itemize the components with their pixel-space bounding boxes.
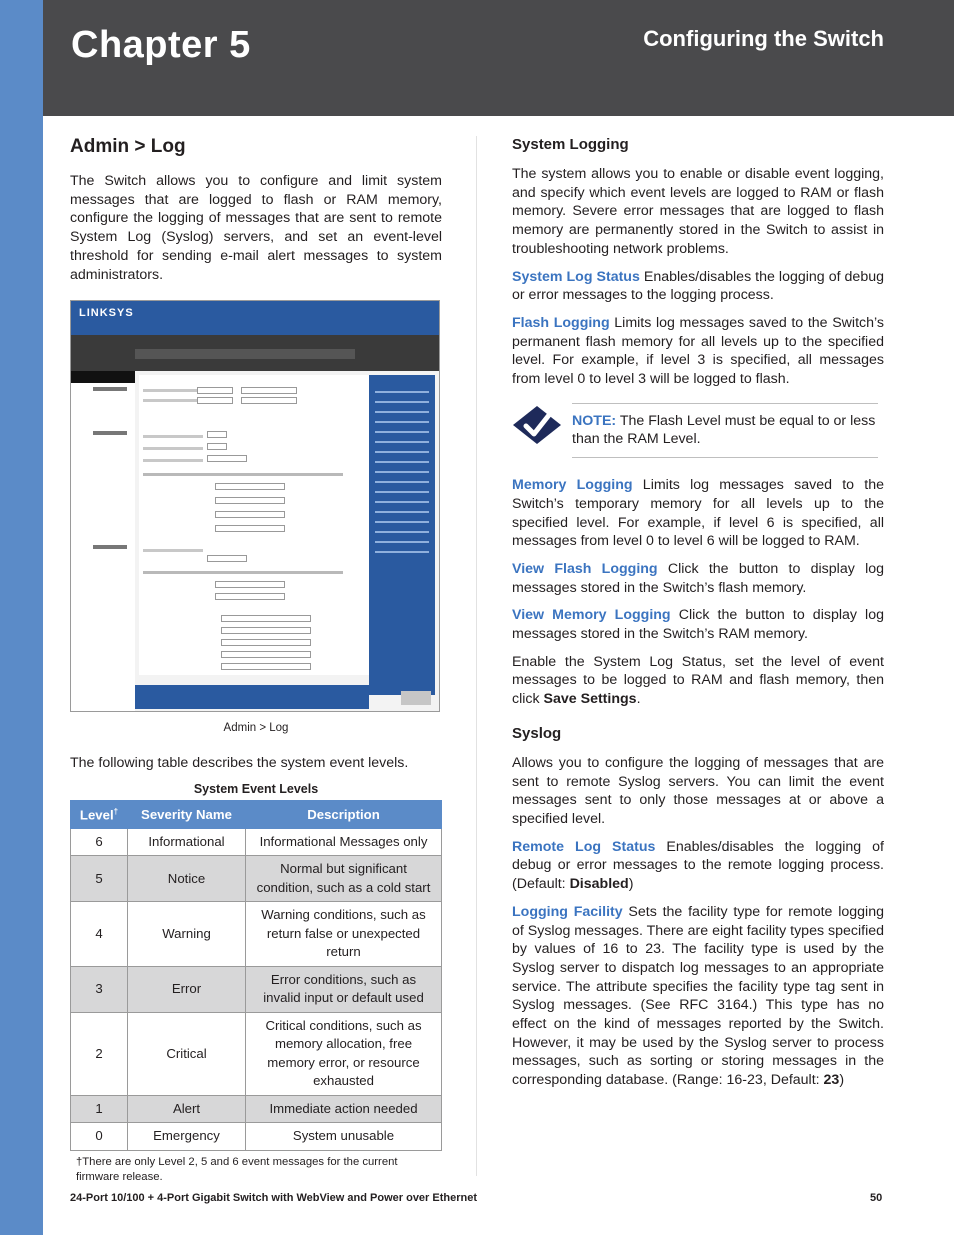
screenshot-input bbox=[215, 511, 285, 518]
table-row bbox=[71, 828, 442, 856]
screenshot-row bbox=[143, 435, 203, 438]
screenshot-tabs bbox=[135, 349, 355, 359]
logging-facility-term: Logging Facility bbox=[512, 903, 623, 920]
note-box bbox=[512, 403, 884, 458]
screenshot-input bbox=[221, 639, 311, 646]
screenshot-help-text bbox=[375, 541, 429, 543]
table-header-row bbox=[71, 800, 442, 828]
admin-log-screenshot bbox=[70, 300, 440, 712]
view-flash-logging-term: View Flash Logging bbox=[512, 560, 658, 577]
screenshot-sidebar bbox=[71, 371, 135, 711]
description-cell: Informational Messages only bbox=[246, 828, 442, 856]
screenshot-table-header bbox=[143, 571, 343, 574]
linksys-logo: LINKSYS bbox=[79, 307, 134, 320]
view-flash-logging-paragraph: View Flash Logging Click the button to display log messages stored in the Switch’s flash memory. bbox=[512, 560, 884, 596]
view-memory-logging-paragraph: View Memory Logging Click the button to display log messages stored in the Switch’s RAM memory. bbox=[512, 607, 884, 643]
syslog-heading: Syslog bbox=[512, 724, 562, 742]
left-accent-bar bbox=[0, 0, 43, 1235]
page-header bbox=[43, 0, 954, 116]
left-column bbox=[70, 136, 442, 1185]
column-divider bbox=[476, 136, 477, 1176]
screenshot-label-syslog bbox=[93, 431, 127, 435]
flash-logging-term: Flash Logging bbox=[512, 314, 610, 331]
intro-paragraph: The Switch allows you to configure and limit system messages that are logged to flash or RAM memory, configure the logging of messages that are sent to remote System Log (Syslog) servers, and set an event-level threshold for sending e-mail alert messages to system administrators. bbox=[70, 173, 442, 283]
level-cell: 2 bbox=[71, 1012, 128, 1095]
note-text: NOTE: The Flash Level must be equal to or less than the RAM Level. bbox=[572, 403, 878, 458]
footer-product: 24-Port 10/100 + 4-Port Gigabit Switch with WebView and Power over Ethernet bbox=[70, 1192, 478, 1204]
memory-logging-paragraph: Memory Logging Limits log messages saved to the Switch’s temporary memory for all levels up to the specified level. For example, if level 6 is specified, all messages from level 0 to level 6 will be logged to RAM. bbox=[512, 477, 884, 550]
screenshot-log-tab bbox=[71, 371, 135, 383]
logging-facility-paragraph: Logging Facility Sets the facility type for remote logging of Syslog messages. There are eight facility types specified by values of 16 to 23. The facility type is used by the Syslog server to dispatch log messages to an appropriate service. The attribute specifies the facility type tag sent in Syslog messages. (See RFC 3164.) This type has no effect on the kind of messages reported by the Switch. However, it may be used by the Syslog server to process messages, such as sorting or storing messages in the corresponding database. (Range: 16-23, Default: 23) bbox=[512, 903, 884, 1089]
syslog-intro: Allows you to configure the logging of messages that are sent to remote Syslog servers. You can limit the event messages sent to only those messages at or above a specified level. bbox=[512, 754, 884, 827]
header-level: Level† bbox=[71, 800, 128, 828]
screenshot-input bbox=[197, 397, 233, 404]
checkmark-note-icon bbox=[512, 405, 562, 445]
screenshot-help-text bbox=[375, 471, 429, 473]
screenshot-input bbox=[221, 615, 311, 622]
table-row bbox=[71, 1012, 442, 1095]
description-cell: System unusable bbox=[246, 1123, 442, 1151]
screenshot-table-header bbox=[143, 473, 343, 476]
screenshot-button bbox=[241, 387, 297, 394]
header-description: Description bbox=[246, 800, 442, 828]
screenshot-help-text bbox=[375, 411, 429, 413]
severity-cell: Warning bbox=[128, 902, 246, 967]
severity-cell: Alert bbox=[128, 1095, 246, 1123]
table-row bbox=[71, 966, 442, 1012]
cisco-logo-icon bbox=[401, 691, 431, 705]
screenshot-help-text bbox=[375, 481, 429, 483]
screenshot-input bbox=[215, 593, 285, 600]
table-row bbox=[71, 856, 442, 902]
screenshot-button bbox=[241, 397, 297, 404]
level-cell: 5 bbox=[71, 856, 128, 902]
severity-cell: Informational bbox=[128, 828, 246, 856]
table-row bbox=[71, 1095, 442, 1123]
screenshot-help-text bbox=[375, 461, 429, 463]
description-cell: Warning conditions, such as return false or unexpected return bbox=[246, 902, 442, 967]
severity-cell: Error bbox=[128, 966, 246, 1012]
screenshot-help-text bbox=[375, 551, 429, 553]
screenshot-row bbox=[143, 399, 203, 402]
system-event-levels-table bbox=[70, 800, 442, 1151]
screenshot-help-text bbox=[375, 401, 429, 403]
screenshot-input bbox=[215, 525, 285, 532]
system-log-status-paragraph: System Log Status Enables/disables the logging of debug or error messages to the logging process. bbox=[512, 268, 884, 304]
screenshot-label-system-logging bbox=[93, 387, 127, 391]
right-column bbox=[512, 136, 884, 1099]
screenshot-help-text bbox=[375, 521, 429, 523]
screenshot-row bbox=[143, 389, 203, 392]
system-logging-heading: System Logging bbox=[512, 136, 629, 153]
level-cell: 3 bbox=[71, 966, 128, 1012]
table-intro: The following table describes the system event levels. bbox=[70, 755, 409, 772]
description-cell: Error conditions, such as invalid input or default used bbox=[246, 966, 442, 1012]
screenshot-help-text bbox=[375, 421, 429, 423]
level-cell: 4 bbox=[71, 902, 128, 967]
level-cell: 0 bbox=[71, 1123, 128, 1151]
severity-cell: Emergency bbox=[128, 1123, 246, 1151]
remote-log-status-paragraph: Remote Log Status Enables/disables the logging of debug or error messages to the remote logging process. (Default: Disabled) bbox=[512, 838, 884, 893]
table-title: System Event Levels bbox=[193, 781, 319, 796]
screenshot-input bbox=[215, 581, 285, 588]
screenshot-label-smtp bbox=[93, 545, 127, 549]
description-cell: Normal but significant condition, such as a cold start bbox=[246, 856, 442, 902]
page-number: 50 bbox=[870, 1192, 883, 1204]
note-label: NOTE: bbox=[572, 412, 617, 429]
view-memory-logging-term: View Memory Logging bbox=[512, 607, 671, 624]
screenshot-help-text bbox=[375, 511, 429, 513]
screenshot-input bbox=[207, 455, 247, 462]
screenshot-input bbox=[221, 663, 311, 670]
screenshot-input bbox=[207, 555, 247, 562]
section-title: Configuring the Switch bbox=[643, 26, 884, 51]
flash-logging-paragraph: Flash Logging Limits log messages saved to the Switch’s permanent flash memory for all levels up to the specified level. For example, if level 3 is specified, all messages from level 0 to level 3 will be logged to flash. bbox=[512, 314, 884, 388]
screenshot-input bbox=[197, 387, 233, 394]
screenshot-row bbox=[143, 447, 203, 450]
figure-caption: Admin > Log bbox=[223, 722, 289, 735]
screenshot-help-text bbox=[375, 441, 429, 443]
screenshot-row bbox=[143, 459, 203, 462]
description-cell: Immediate action needed bbox=[246, 1095, 442, 1123]
level-cell: 1 bbox=[71, 1095, 128, 1123]
screenshot-input bbox=[221, 651, 311, 658]
screenshot-help-text bbox=[375, 431, 429, 433]
screenshot-help-text bbox=[375, 491, 429, 493]
screenshot-row bbox=[143, 549, 203, 552]
screenshot-help-text bbox=[375, 451, 429, 453]
table-row bbox=[71, 1123, 442, 1151]
screenshot-help-panel bbox=[369, 375, 435, 695]
severity-cell: Notice bbox=[128, 856, 246, 902]
screenshot-input bbox=[221, 627, 311, 634]
chapter-title: Chapter 5 bbox=[71, 24, 251, 66]
screenshot-help-text bbox=[375, 391, 429, 393]
table-footnote: †There are only Level 2, 5 and 6 event messages for the current firmware release. bbox=[76, 1155, 398, 1183]
screenshot-input bbox=[207, 443, 227, 450]
system-logging-intro: The system allows you to enable or disable event logging, and specify which event levels are logged to RAM or flash memory. Severe error messages that are logged to flash memory are permanently stored in the Switch to assist in troubleshooting network problems. bbox=[512, 166, 884, 257]
remote-log-status-term: Remote Log Status bbox=[512, 838, 656, 855]
admin-log-heading: Admin > Log bbox=[70, 136, 186, 157]
screenshot-help-text bbox=[375, 531, 429, 533]
severity-cell: Critical bbox=[128, 1012, 246, 1095]
header-severity: Severity Name bbox=[128, 800, 246, 828]
level-cell: 6 bbox=[71, 828, 128, 856]
screenshot-help-text bbox=[375, 501, 429, 503]
table-row bbox=[71, 902, 442, 967]
screenshot-save-bar bbox=[135, 685, 369, 709]
system-log-status-term: System Log Status bbox=[512, 268, 640, 285]
screenshot-input bbox=[215, 483, 285, 490]
screenshot-input bbox=[207, 431, 227, 438]
screenshot-input bbox=[215, 497, 285, 504]
screenshot-topbar bbox=[71, 301, 439, 335]
memory-logging-term: Memory Logging bbox=[512, 477, 633, 494]
enable-instructions: Enable the System Log Status, set the level of event messages to be logged to RAM and flash memory, then click Save Settings. bbox=[512, 653, 884, 708]
description-cell: Critical conditions, such as memory allocation, free memory error, or resource exhausted bbox=[246, 1012, 442, 1095]
